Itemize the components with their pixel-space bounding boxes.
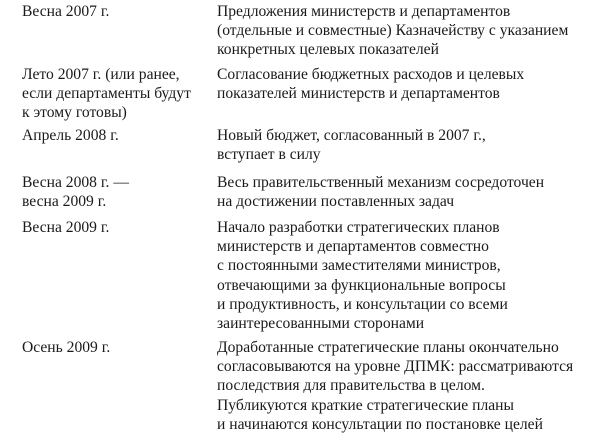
description-line: отвечающими за функциональные вопросы	[217, 276, 506, 294]
date-line: весна 2009 г.	[22, 193, 107, 211]
row-description	[217, 218, 597, 333]
description-line: Доработанные стратегические планы окончательно	[217, 339, 559, 356]
description-line: и продуктивность, и консультации со всеми	[217, 295, 508, 313]
row-date	[22, 218, 212, 237]
row-date	[22, 338, 212, 357]
date-line: Лето 2007 г. (или ранее,	[22, 66, 180, 83]
description-line: и начинаются консультации по постановке целей	[217, 415, 543, 433]
description-line: Предложения министерств и департаментов	[217, 3, 511, 20]
description-line: Новый бюджет, согласованный в 2007 г.,	[217, 127, 486, 144]
row-date	[22, 126, 212, 145]
date-line: Осень 2009 г.	[22, 339, 111, 356]
row-description	[217, 338, 597, 434]
description-line: согласовываются на уровне ДПМК: рассматриваются	[217, 358, 574, 376]
description-line: последствия для правительства в целом.	[217, 377, 485, 395]
description-line: на достижении поставленных задач	[217, 193, 455, 211]
row-date	[22, 65, 212, 123]
description-line: (отдельные и совместные) Казначейству с указанием	[217, 22, 569, 40]
row-description	[217, 2, 597, 60]
description-line: Публикуются краткие стратегические планы	[217, 396, 514, 414]
description-line: конкретных целевых показателей	[217, 41, 439, 59]
description-line: с постоянными заместителями министров,	[217, 257, 501, 275]
row-description	[217, 173, 597, 211]
date-line: Апрель 2008 г.	[22, 127, 119, 144]
description-line: заинтересованными сторонами	[217, 315, 425, 333]
row-description	[217, 126, 597, 164]
date-line: Весна 2007 г.	[22, 3, 110, 20]
row-date	[22, 2, 212, 21]
description-line: Начало разработки стратегических планов	[217, 219, 500, 236]
date-line: к этому готовы)	[22, 104, 127, 122]
date-line: если департаменты будут	[22, 85, 191, 103]
row-description	[217, 65, 597, 103]
date-line: Весна 2008 г. —	[22, 174, 129, 191]
description-line: Согласование бюджетных расходов и целевых	[217, 66, 525, 83]
row-date	[22, 173, 212, 211]
description-line: Весь правительственный механизм сосредоточен	[217, 174, 545, 191]
description-line: министерств и департаментов совместно	[217, 238, 489, 256]
date-line: Весна 2009 г.	[22, 219, 110, 236]
description-line: показателей министерств и департаментов	[217, 85, 500, 103]
description-line: вступает в силу	[217, 146, 321, 164]
